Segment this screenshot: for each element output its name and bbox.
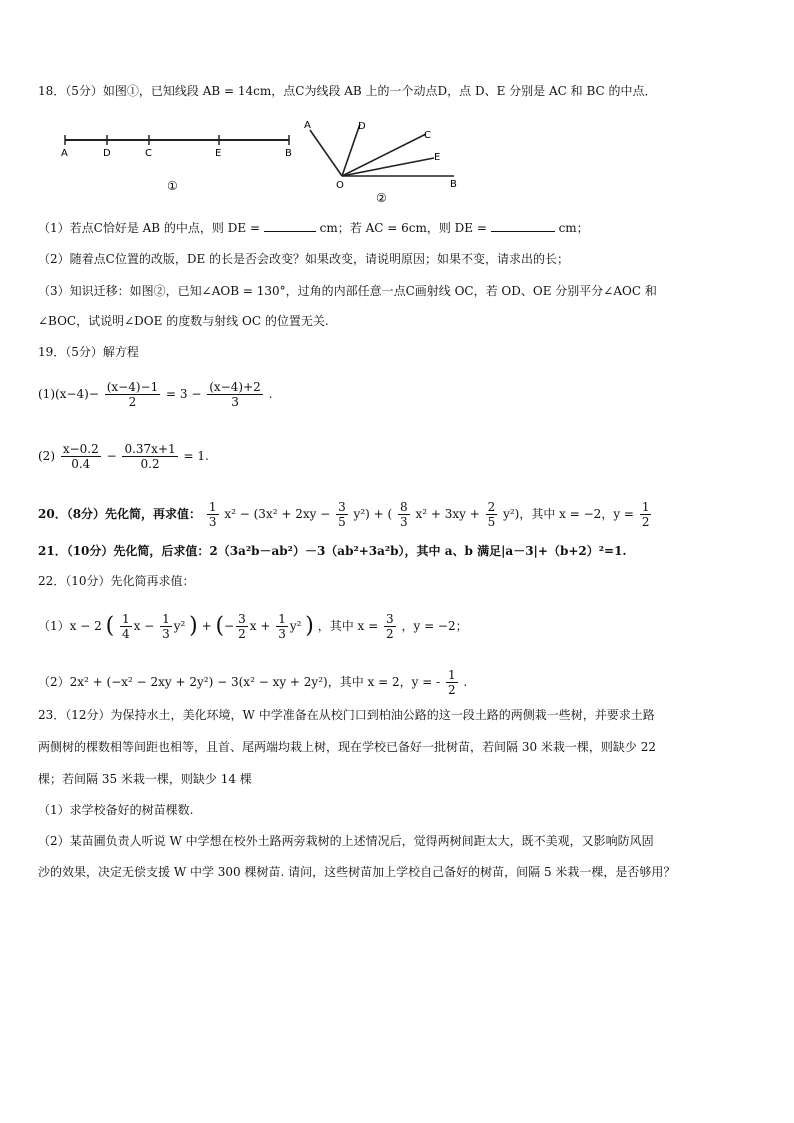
- answer-blank-1[interactable]: [264, 219, 316, 232]
- fig1-label-d: D: [103, 148, 111, 159]
- q22-p1-plus: +: [201, 619, 212, 633]
- fig1-label-b: B: [285, 148, 292, 159]
- q19-equation-2: [38, 442, 209, 471]
- fig2-label-b: B: [450, 179, 457, 190]
- q20-term-2: y²) + (: [353, 507, 393, 521]
- fig2-label-e: E: [434, 152, 441, 163]
- eq1-lead: (1)(x−4)−: [38, 387, 99, 401]
- q22-part2: （2）2x² + (−x² − 2xy + 2y²) − 3(x² − xy + 2y²)，其中 x = 2，y = - $\frac{1}{2}$ .: [38, 668, 468, 697]
- fig1-label-a: A: [61, 148, 68, 159]
- answer-blank-2[interactable]: [491, 219, 555, 232]
- fig1-label-e: E: [215, 148, 222, 159]
- q23-line-5: （2）某苗圃负责人听说 W 中学想在校外土路两旁栽树的上述情况后，觉得两树间距太大，既不美观，又影响防风固: [38, 834, 654, 848]
- q22-p1-lead: （1）x − 2: [38, 619, 102, 633]
- q18-part2: （2）随着点C位置的改版，DE 的长是否会改变？如果改变，请说明原因；如果不变，请求出的长；: [38, 252, 570, 266]
- q22-p1-a: x −: [133, 619, 155, 633]
- eq2-frac-1: $\frac{x-0.2}{0.4}$: [62, 442, 99, 471]
- q20-term-1: x² − (3x² + 2xy −: [224, 507, 331, 521]
- q22-p1-y: ，y = −2；: [401, 619, 468, 633]
- fig2-label-d: D: [358, 121, 366, 132]
- q20-frac-y: $\frac{1}{2}$: [641, 500, 650, 529]
- q22-p1-b: y²: [173, 619, 186, 633]
- q21-text: 21．（10分）先化简，后求值：2（3a²b－ab²）－3（ab²+3a²b），其中 a、b 满足|a－3|+（b+2）²=1.: [38, 544, 627, 558]
- q20-frac-1: $\frac{1}{3}$: [208, 500, 217, 529]
- figure-1-segment: [55, 124, 305, 194]
- q23-line-1: 23．（12分）为保持水土，美化环境，W 中学准备在从校门口到柏油公路的这一段土路的两侧栽一些树，并要求土路: [38, 708, 655, 722]
- q23-line-3: 棵；若间隔 35 米栽一棵，则缺少 14 棵: [38, 772, 252, 786]
- q19-equation-1: [38, 380, 272, 409]
- q23-line-6: 沙的效果，决定无偿支援 W 中学 300 棵树苗. 请问，这些树苗加上学校自己备好的树苗，间隔 5 米栽一棵，是否够用？: [38, 865, 676, 879]
- q22-p2-end: .: [463, 675, 468, 689]
- q22-p2-text: （2）2x² + (−x² − 2xy + 2y²) − 3(x² − xy + 2y²)，其中 x = 2，y = -: [38, 675, 441, 689]
- q22-p1-c: x +: [249, 619, 271, 633]
- eq2-frac-2: $\frac{0.37x+1}{0.2}$: [124, 442, 176, 471]
- fig1-label-c: C: [145, 148, 152, 159]
- eq1-frac-2: $\frac{(x-4)+2}{3}$: [209, 380, 261, 409]
- eq2-lead: (2): [38, 449, 55, 463]
- q18-stem: 18．（5分）如图①，已知线段 AB = 14cm，点C为线段 AB 上的一个动点D，点 D、E 分别是 AC 和 BC 的中点．: [38, 84, 657, 98]
- fig2-label-a: A: [304, 120, 311, 131]
- q20-lead: 20．（8分）先化简，再求值：: [38, 507, 202, 521]
- q20-frac-4: $\frac{2}{5}$: [487, 500, 496, 529]
- eq1-frac-1: $\frac{(x-4)-1}{2}$: [106, 380, 159, 409]
- eq2-end: = 1.: [183, 449, 209, 463]
- eq2-mid: −: [106, 449, 117, 463]
- q23-line-4: （1）求学校备好的树苗棵数.: [38, 803, 194, 817]
- q18-part1: [38, 219, 589, 237]
- q22-p1-end: ，其中 x =: [317, 619, 379, 633]
- eq1-end: .: [268, 387, 273, 401]
- q20-term-4: y²)，其中 x = −2，y =: [503, 507, 634, 521]
- q20-term-3: x² + 3xy +: [415, 507, 480, 521]
- q20-frac-2: $\frac{3}{5}$: [338, 500, 346, 529]
- fig2-caption: ②: [376, 191, 387, 205]
- q18-part1-a: （1）若点C恰好是 AB 的中点，则 DE =: [38, 221, 260, 235]
- fig2-label-c: C: [424, 130, 431, 141]
- q18-part1-c: cm；: [558, 221, 589, 235]
- q23-line-2: 两侧树的棵数相等间距也相等，且首、尾两端均栽上树，现在学校已备好一批树苗，若间隔 30 米栽一棵，则缺少 22: [38, 740, 656, 754]
- q20-expression: [38, 500, 653, 529]
- q18-part3-line1: （3）知识迁移：如图②，已知∠AOB = 130°，过角的内部任意一点C画射线 OC，若 OD、OE 分别平分∠AOC 和: [38, 284, 657, 298]
- fig2-label-o: O: [336, 180, 344, 191]
- eq1-mid: = 3 −: [166, 387, 202, 401]
- figure-2-angle: [296, 114, 476, 206]
- q18-part1-b: cm；若 AC = 6cm，则 DE =: [319, 221, 487, 235]
- fig1-caption: ①: [167, 179, 178, 193]
- q22-p1-d: y²: [289, 619, 302, 633]
- q19-stem: 19．（5分）解方程: [38, 345, 139, 359]
- q22-part1: （1）x − 2 ( $\frac{1}{4}$ x − $\frac{1}{3}$ y² ) + (− $\frac{3}{2}$ x + $\frac{1}{3}$ y² ) ，其中 x = $\frac{3}{2}$ ，y = −2；: [38, 612, 468, 641]
- q20-frac-3: $\frac{8}{3}$: [400, 500, 408, 529]
- q18-part3-line2: ∠BOC，试说明∠DOE 的度数与射线 OC 的位置无关.: [38, 314, 329, 328]
- q22-stem: 22．（10分）先化简再求值：: [38, 574, 195, 588]
